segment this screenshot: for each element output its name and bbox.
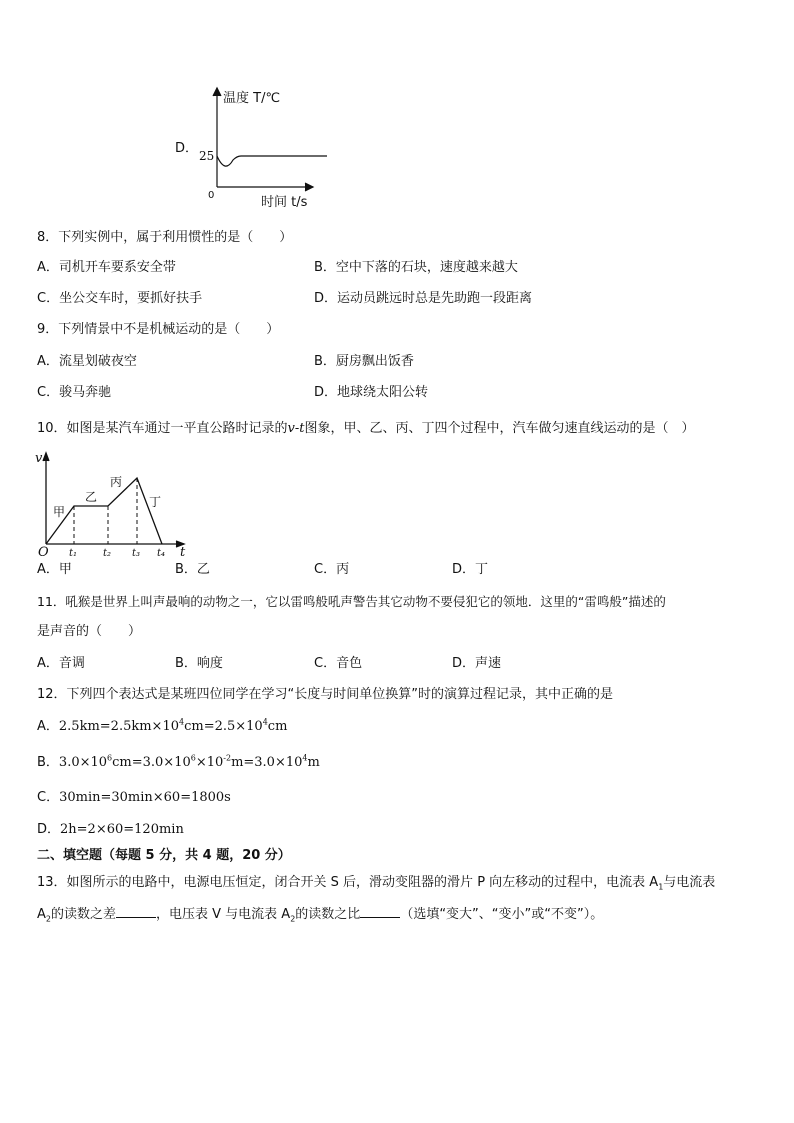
- q8-option-c: C．坐公交车时，要抓好扶手: [37, 291, 203, 306]
- q12-option-b: [37, 754, 320, 772]
- tick-t4: t₄: [157, 548, 166, 558]
- q12-b-exp4: 4: [302, 753, 308, 763]
- q13-line1-text: 13．如图所示的电路中，电源电压恒定，闭合开关 S 后，滑动变阻器的滑片 P 向左移动的过程中，电流表 A: [37, 875, 659, 890]
- q10-stem-after: 图象，甲、乙、丙、丁四个过程中，汽车做匀速直线运动的是（ ）: [304, 421, 695, 436]
- y-axis-arrow: [213, 88, 221, 96]
- q8-stem: 8．下列实例中，属于利用惯性的是（ ）: [37, 230, 293, 245]
- q13-blank-1[interactable]: [116, 905, 156, 918]
- q9-option-c: C．骏马奔驰: [37, 385, 112, 400]
- q9-option-b: B．厨房飘出饭香: [314, 354, 414, 369]
- q9-option-d: D．地球绕太阳公转: [314, 385, 429, 400]
- q13-line2-b: 的读数之差: [51, 907, 117, 922]
- q12-a-text3: cm: [267, 719, 288, 734]
- q9-stem: 9．下列情景中不是机械运动的是（ ）: [37, 322, 280, 337]
- q12-option-a: [37, 718, 287, 736]
- q12-b-text3: ×10: [195, 755, 224, 770]
- q12-option-c: [37, 789, 231, 807]
- temperature-time-graph: [195, 82, 335, 212]
- segment-jia: 甲: [53, 505, 66, 519]
- q9-option-a: A．流星划破夜空: [37, 354, 137, 369]
- section-2-title: 二、填空题（每题 5 分，共 4 题，20 分）: [37, 848, 291, 863]
- q12-b-text4: m=3.0×10: [231, 755, 303, 770]
- q13-line2-sub2: 2: [290, 914, 296, 924]
- q13-line2-c: ，电压表 V 与电流表 A: [156, 907, 291, 922]
- q12-a-text2: cm=2.5×10: [184, 719, 263, 734]
- q8-option-a: A．司机开车要系安全带: [37, 260, 176, 275]
- q12-option-d: [37, 821, 184, 839]
- q10-option-d: D．丁: [452, 562, 489, 577]
- q13-line2-sub: 2: [45, 914, 51, 924]
- y-axis-label: 温度 T/℃: [223, 91, 281, 106]
- q12-a-prefix: A．: [37, 719, 59, 734]
- tick-t3: t₃: [132, 548, 141, 558]
- velocity-time-graph: [34, 448, 194, 558]
- q13-line1: [37, 874, 715, 892]
- tick-t1: t₁: [69, 548, 78, 558]
- q12-b-text1: 3.0×10: [58, 755, 108, 770]
- q11-option-c: C．音色: [314, 656, 363, 671]
- q12-a-exp2: 4: [262, 717, 268, 727]
- v-axis-label: v: [35, 451, 43, 466]
- q11-stem-line1: 11．吼猴是世界上叫声最响的动物之一，它以雷鸣般吼声警告其它动物不要侵犯它的领地．这里的“雷鸣般”描述的: [37, 594, 666, 609]
- tick-t2: t₂: [103, 548, 112, 558]
- q12-b-exp2: 6: [190, 753, 196, 763]
- segment-ding: 丁: [149, 495, 162, 509]
- x-axis-arrow: [305, 183, 313, 191]
- q10-stem: [37, 420, 695, 438]
- q13-line2: [37, 905, 603, 924]
- origin-label: 0: [208, 190, 215, 201]
- y-tick-25: 25: [199, 149, 215, 163]
- x-axis-label: 时间 t/s: [261, 195, 308, 210]
- q12-c-text: 30min=30min×60=1800s: [59, 790, 231, 805]
- q12-stem: 12．下列四个表达式是某班四位同学在学习“长度与时间单位换算”时的演算过程记录，其中正确的是: [37, 687, 614, 702]
- q11-stem-line2: 是声音的（ ）: [37, 624, 142, 639]
- q13-line1-sub: 1: [658, 882, 664, 892]
- q12-a-exp1: 4: [179, 717, 185, 727]
- q11-option-d: D．声速: [452, 656, 502, 671]
- t-axis-label: t: [180, 545, 186, 558]
- q10-option-c: C．丙: [314, 562, 350, 577]
- q8-option-b: B．空中下落的石块，速度越来越大: [314, 260, 518, 275]
- q12-b-prefix: B．: [37, 755, 59, 770]
- q12-d-text: 2h=2×60=120min: [60, 822, 184, 837]
- origin-o: O: [38, 545, 49, 558]
- q12-d-prefix: D．: [37, 822, 61, 837]
- q13-line2-e: （选填“变大”、“变小”或“不变”）。: [400, 907, 604, 922]
- q11-option-b: B．响度: [175, 656, 223, 671]
- q10-stem-vt: v-t: [287, 421, 305, 436]
- q10-option-b: B．乙: [175, 562, 210, 577]
- option-d-label: D．: [175, 141, 199, 156]
- q12-b-text2: cm=3.0×10: [112, 755, 191, 770]
- q10-stem-before: 10．如图是某汽车通过一平直公路时记录的: [37, 421, 288, 436]
- q12-b-exp1: 6: [107, 753, 113, 763]
- q13-line2-d: 的读数之比: [295, 907, 361, 922]
- segment-yi: 乙: [85, 490, 98, 504]
- temperature-curve: [217, 156, 327, 166]
- q12-c-prefix: C．: [37, 790, 60, 805]
- segment-bing: 丙: [110, 475, 123, 489]
- q11-option-a: A．音调: [37, 656, 85, 671]
- q8-option-d: D．运动员跳远时总是先助跑一段距离: [314, 291, 533, 306]
- v-axis-arrow: [43, 453, 49, 461]
- q12-b-text5: m: [307, 755, 320, 770]
- q12-b-exp3: -2: [223, 753, 232, 763]
- q13-line2-a: A: [37, 907, 46, 922]
- q13-blank-2[interactable]: [360, 905, 400, 918]
- q10-option-a: A．甲: [37, 562, 72, 577]
- q12-a-text1: 2.5km=2.5km×10: [58, 719, 179, 734]
- q13-line1-end: 与电流表: [663, 875, 716, 890]
